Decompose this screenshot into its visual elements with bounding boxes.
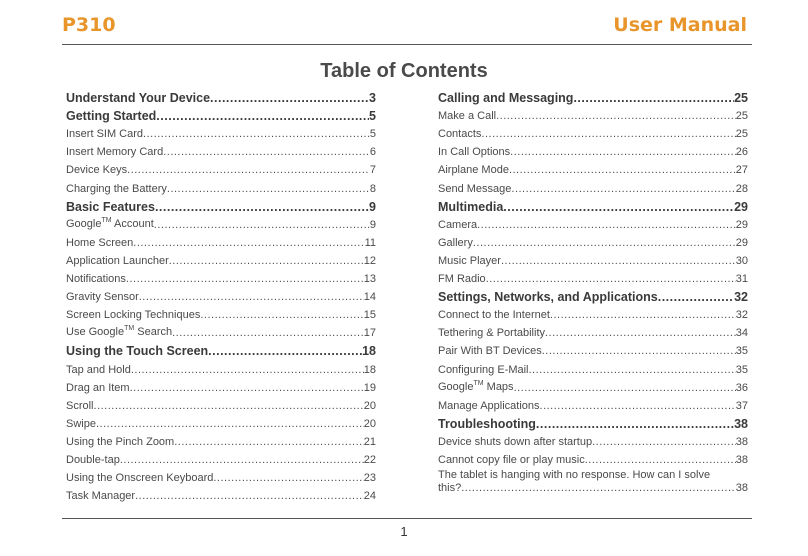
toc-entry[interactable] [438, 105, 748, 123]
toc-entry-label: Tethering & Portability [438, 327, 545, 340]
toc-entry-page: 19 [363, 381, 376, 394]
toc-entry-label: Getting Started [66, 109, 157, 124]
toc-entry-label: Screen Locking Techniques [66, 309, 201, 322]
dot-leader [143, 128, 370, 141]
toc-entry-label-group [66, 146, 163, 159]
dot-leader [172, 327, 364, 340]
toc-entry-label: Notifications [66, 273, 126, 286]
toc-entry-page: 38 [735, 481, 748, 494]
dot-leader [461, 482, 736, 495]
page-title: Table of Contents [320, 60, 488, 82]
toc-entry-label-group [66, 92, 210, 105]
toc-entry-label: Gallery [438, 236, 473, 249]
toc-entry-label: Device shuts down after startup [438, 435, 593, 448]
toc-entry-page: 18 [362, 344, 376, 359]
toc-entry-page: 15 [363, 309, 376, 322]
toc-entry-label-group [66, 291, 139, 304]
toc-entry[interactable] [66, 268, 376, 286]
toc-entry-label: Insert Memory Card [66, 146, 164, 159]
toc-entry-page: 18 [363, 363, 376, 376]
toc-entry-label: Gravity Sensor [66, 291, 139, 304]
toc-entry-page: 35 [735, 363, 748, 376]
dot-leader [210, 92, 369, 105]
toc-entry-label-group [438, 237, 473, 250]
toc-entry-label: Using the Touch Screen [66, 344, 209, 359]
toc-entry-label-group [438, 92, 573, 105]
toc-entry-label-group [438, 381, 514, 395]
toc-entry-page: 27 [735, 164, 748, 177]
document-model-header: P310 [62, 14, 116, 36]
toc-entry-page: 38 [735, 435, 748, 448]
toc-entry-page: 38 [735, 453, 748, 466]
toc-entry-label: Cannot copy file or play music [438, 453, 585, 466]
toc-entry-label: Camera [438, 218, 478, 231]
toc-entry-label-group [66, 128, 143, 141]
toc-entry-page: 29 [734, 199, 748, 214]
toc-entry-label-group [438, 255, 501, 268]
toc-entry-label: Understand Your Device [66, 91, 211, 106]
dot-leader [126, 273, 364, 286]
toc-entry-label-group [66, 201, 155, 214]
toc-entry-page: 32 [735, 309, 748, 322]
toc-entry-page: 12 [363, 254, 376, 267]
dot-leader [131, 364, 364, 377]
toc-entry-label: In Call Options [438, 146, 511, 159]
toc-entry-label: Double-tap [66, 453, 120, 466]
toc-entry-label: Basic Features [66, 199, 155, 214]
toc-entry-label-group [66, 472, 213, 485]
dot-leader [477, 219, 736, 232]
toc-entry-label-group [438, 291, 658, 304]
toc-section-entry[interactable] [66, 87, 376, 105]
toc-entry-label: Scroll [66, 399, 94, 412]
dot-leader [486, 273, 736, 286]
toc-entry-page: 38 [734, 416, 748, 431]
footer-divider [62, 518, 752, 519]
dot-leader [130, 382, 364, 395]
toc-entry-label-group [438, 418, 536, 431]
dot-leader [550, 309, 736, 322]
toc-entry-page: 20 [363, 417, 376, 430]
toc-entry[interactable] [66, 322, 376, 340]
toc-entry[interactable] [438, 340, 748, 358]
dot-leader [139, 291, 364, 304]
trademark-mark: TM [101, 216, 112, 224]
toc-section-entry[interactable] [438, 286, 748, 304]
toc-entry-label-group [66, 436, 174, 449]
dot-leader [94, 400, 364, 413]
dot-leader [536, 418, 734, 431]
toc-entry[interactable] [66, 358, 376, 376]
header-divider [62, 44, 752, 45]
toc-entry[interactable] [438, 268, 748, 286]
toc-entry-label: Device Keys [66, 164, 128, 177]
trademark-mark: TM [473, 379, 484, 387]
toc-entry-label-group [66, 309, 200, 322]
dot-leader [135, 490, 364, 503]
toc-entry[interactable] [66, 467, 376, 485]
toc-left-column [66, 87, 376, 503]
toc-entry-label-group [66, 255, 169, 268]
toc-entry-label-group [66, 345, 208, 358]
toc-section-entry[interactable] [438, 87, 748, 105]
toc-entry-page: 22 [363, 453, 376, 466]
toc-entry[interactable] [66, 214, 376, 232]
toc-entry[interactable] [438, 431, 748, 449]
toc-entry-label: Application Launcher [66, 254, 169, 267]
toc-entry-label-group [66, 418, 96, 431]
toc-entry-page: 25 [735, 110, 748, 123]
toc-entry[interactable] [66, 250, 376, 268]
toc-entry-page: 11 [364, 236, 376, 249]
toc-entry[interactable] [66, 431, 376, 449]
dot-leader [473, 237, 736, 250]
toc-entry[interactable] [438, 232, 748, 250]
toc-entry-label-group [438, 436, 592, 449]
toc-entry-label-suffix: Search [134, 326, 173, 339]
toc-entry-page: 13 [363, 273, 376, 286]
toc-entry[interactable] [438, 159, 748, 177]
dot-leader [511, 183, 735, 196]
toc-entry[interactable] [438, 141, 748, 159]
toc-entry-page: 20 [363, 399, 376, 412]
toc-right-column [438, 87, 748, 495]
toc-entry-label-group [66, 400, 94, 413]
toc-entry-page: 14 [363, 291, 376, 304]
dot-leader [96, 418, 364, 431]
toc-entry[interactable] [438, 358, 748, 376]
toc-entry[interactable] [66, 377, 376, 395]
dot-leader [156, 110, 369, 123]
toc-section-entry[interactable] [66, 196, 376, 214]
dot-leader [503, 201, 734, 214]
toc-entry[interactable] [66, 159, 376, 177]
toc-entry-label: Manage Applications [438, 399, 540, 412]
toc-entry-label: Contacts [438, 128, 482, 141]
toc-entry-label-group [66, 454, 120, 467]
toc-entry-label: Multimedia [438, 199, 504, 214]
dot-leader [528, 364, 735, 377]
toc-entry-page: 32 [734, 290, 748, 305]
toc-entry-label: The tablet is hanging with no response. How can I solve [438, 468, 711, 481]
trademark-mark: TM [124, 325, 135, 333]
toc-entry[interactable] [438, 123, 748, 141]
dot-leader [155, 201, 369, 214]
dot-leader [481, 128, 735, 141]
toc-section-entry[interactable] [66, 105, 376, 123]
toc-entry[interactable] [66, 232, 376, 250]
dot-leader [127, 164, 370, 177]
toc-entry-page: 3 [369, 91, 376, 106]
toc-entry[interactable] [66, 141, 376, 159]
dot-leader [208, 345, 362, 358]
toc-entry[interactable] [66, 413, 376, 431]
toc-entry-label: Google [438, 380, 474, 393]
toc-entry-label-group [438, 128, 481, 141]
toc-entry-label-group [66, 164, 127, 177]
toc-entry-label-group [438, 345, 542, 358]
toc-entry-label: Task Manager [66, 490, 136, 503]
toc-entry-label: Insert SIM Card [66, 128, 144, 141]
toc-entry-page: 5 [369, 128, 376, 141]
toc-entry-label: Configuring E-Mail [438, 363, 529, 376]
toc-entry[interactable] [438, 467, 748, 495]
toc-entry-page: 7 [369, 164, 376, 177]
toc-entry-page: 8 [369, 182, 376, 195]
toc-entry[interactable] [438, 304, 748, 322]
toc-entry-page: 31 [735, 273, 748, 286]
toc-entry[interactable] [438, 214, 748, 232]
toc-entry-page: 25 [734, 91, 748, 106]
toc-entry[interactable] [66, 304, 376, 322]
toc-entry-label-group [438, 273, 486, 286]
dot-leader [167, 183, 370, 196]
toc-entry-label-group [66, 183, 167, 196]
toc-entry-label-suffix: Account [111, 217, 154, 230]
toc-entry-label: Drag an Item [66, 381, 130, 394]
page-number: 1 [400, 524, 408, 539]
toc-entry-label: Using the Onscreen Keyboard [66, 472, 214, 485]
dot-leader [658, 291, 734, 304]
toc-entry-label-group [66, 218, 154, 232]
toc-entry-label-group [438, 364, 528, 377]
toc-section-entry[interactable] [66, 340, 376, 358]
toc-entry-label-group [438, 146, 510, 159]
toc-entry-label-group [66, 110, 156, 123]
toc-entry-label-group [438, 110, 496, 123]
dot-leader [501, 255, 736, 268]
toc-entry-label: Tap and Hold [66, 363, 131, 376]
dot-leader [496, 110, 736, 123]
dot-leader [200, 309, 363, 322]
toc-entry-page: 35 [735, 345, 748, 358]
toc-entry-page: 6 [369, 146, 376, 159]
toc-entry-page: 34 [735, 327, 748, 340]
toc-entry[interactable] [66, 449, 376, 467]
toc-entry-label: Use Google [66, 326, 125, 339]
toc-entry-label-group [438, 400, 540, 413]
dot-leader [540, 400, 736, 413]
toc-entry-page: 24 [363, 490, 376, 503]
toc-entry-label: Troubleshooting [438, 416, 536, 431]
toc-entry-label-group [438, 454, 585, 467]
toc-entry-label: Music Player [438, 254, 501, 267]
toc-entry-page: 36 [735, 381, 748, 394]
toc-entry-page: 30 [735, 254, 748, 267]
toc-section-entry[interactable] [438, 196, 748, 214]
toc-entry[interactable] [66, 177, 376, 195]
toc-entry-label: Using the Pinch Zoom [66, 435, 175, 448]
dot-leader [163, 146, 370, 159]
toc-entry-page: 26 [735, 146, 748, 159]
toc-entry-page: 9 [369, 199, 376, 214]
toc-entry-label-group [438, 201, 503, 214]
toc-entry[interactable] [66, 395, 376, 413]
toc-entry-label: Send Message [438, 182, 512, 195]
toc-entry-page: 25 [735, 128, 748, 141]
dot-leader [573, 92, 734, 105]
dot-leader [154, 219, 370, 232]
toc-entry-label-group [438, 183, 511, 196]
toc-entry-label-group [66, 237, 133, 250]
toc-entry[interactable] [438, 449, 748, 467]
toc-entry-label: Swipe [66, 417, 96, 430]
toc-entry-label: Airplane Mode [438, 164, 509, 177]
toc-entry-page: 28 [735, 182, 748, 195]
dot-leader [169, 255, 364, 268]
toc-entry-page: 29 [735, 218, 748, 231]
document-title-header: User Manual [613, 14, 747, 36]
toc-entry-label-group [438, 309, 550, 322]
toc-entry-label-group [66, 382, 130, 395]
toc-entry-label-group [438, 327, 545, 340]
dot-leader [585, 454, 736, 467]
toc-entry-label: Settings, Networks, and Applications [438, 290, 658, 305]
dot-leader [213, 472, 363, 485]
toc-entry-label-group [438, 164, 509, 177]
toc-entry-label-group [438, 219, 477, 232]
toc-entry-label-continued: this? [438, 481, 462, 494]
toc-entry[interactable] [438, 377, 748, 395]
dot-leader [120, 454, 364, 467]
dot-leader [509, 164, 736, 177]
toc-entry-label: Google [66, 217, 102, 230]
toc-entry-label-group [66, 364, 131, 377]
toc-entry-label-suffix: Maps [483, 380, 514, 393]
toc-entry[interactable] [66, 286, 376, 304]
dot-leader [514, 382, 736, 395]
toc-entry-page: 29 [735, 236, 748, 249]
toc-section-entry[interactable] [438, 413, 748, 431]
dot-leader [133, 237, 364, 250]
dot-leader [592, 436, 736, 449]
toc-entry[interactable] [438, 177, 748, 195]
toc-entry-label-group [66, 490, 135, 503]
toc-entry-page: 23 [363, 472, 376, 485]
toc-entry-label: Make a Call [438, 110, 497, 123]
toc-entry[interactable] [66, 123, 376, 141]
toc-entry-label: Connect to the Internet [438, 309, 550, 322]
toc-entry[interactable] [66, 485, 376, 503]
dot-leader [510, 146, 736, 159]
toc-entry-label: Charging the Battery [66, 182, 167, 195]
dot-leader [542, 345, 736, 358]
toc-entry-label-group [66, 326, 172, 340]
toc-entry-page: 37 [735, 399, 748, 412]
dot-leader [174, 436, 364, 449]
toc-entry-label: Pair With BT Devices [438, 345, 542, 358]
toc-entry[interactable] [438, 322, 748, 340]
toc-entry-label: FM Radio [438, 273, 486, 286]
dot-leader [545, 327, 736, 340]
toc-entry-page: 9 [369, 218, 376, 231]
toc-entry-label: Home Screen [66, 236, 134, 249]
toc-entry[interactable] [438, 395, 748, 413]
toc-entry-label: Calling and Messaging [438, 91, 574, 106]
toc-entry-page: 17 [363, 327, 376, 340]
toc-entry-page: 21 [363, 435, 376, 448]
toc-entry-page: 5 [369, 109, 376, 124]
toc-entry[interactable] [438, 250, 748, 268]
toc-entry-label-group [66, 273, 126, 286]
